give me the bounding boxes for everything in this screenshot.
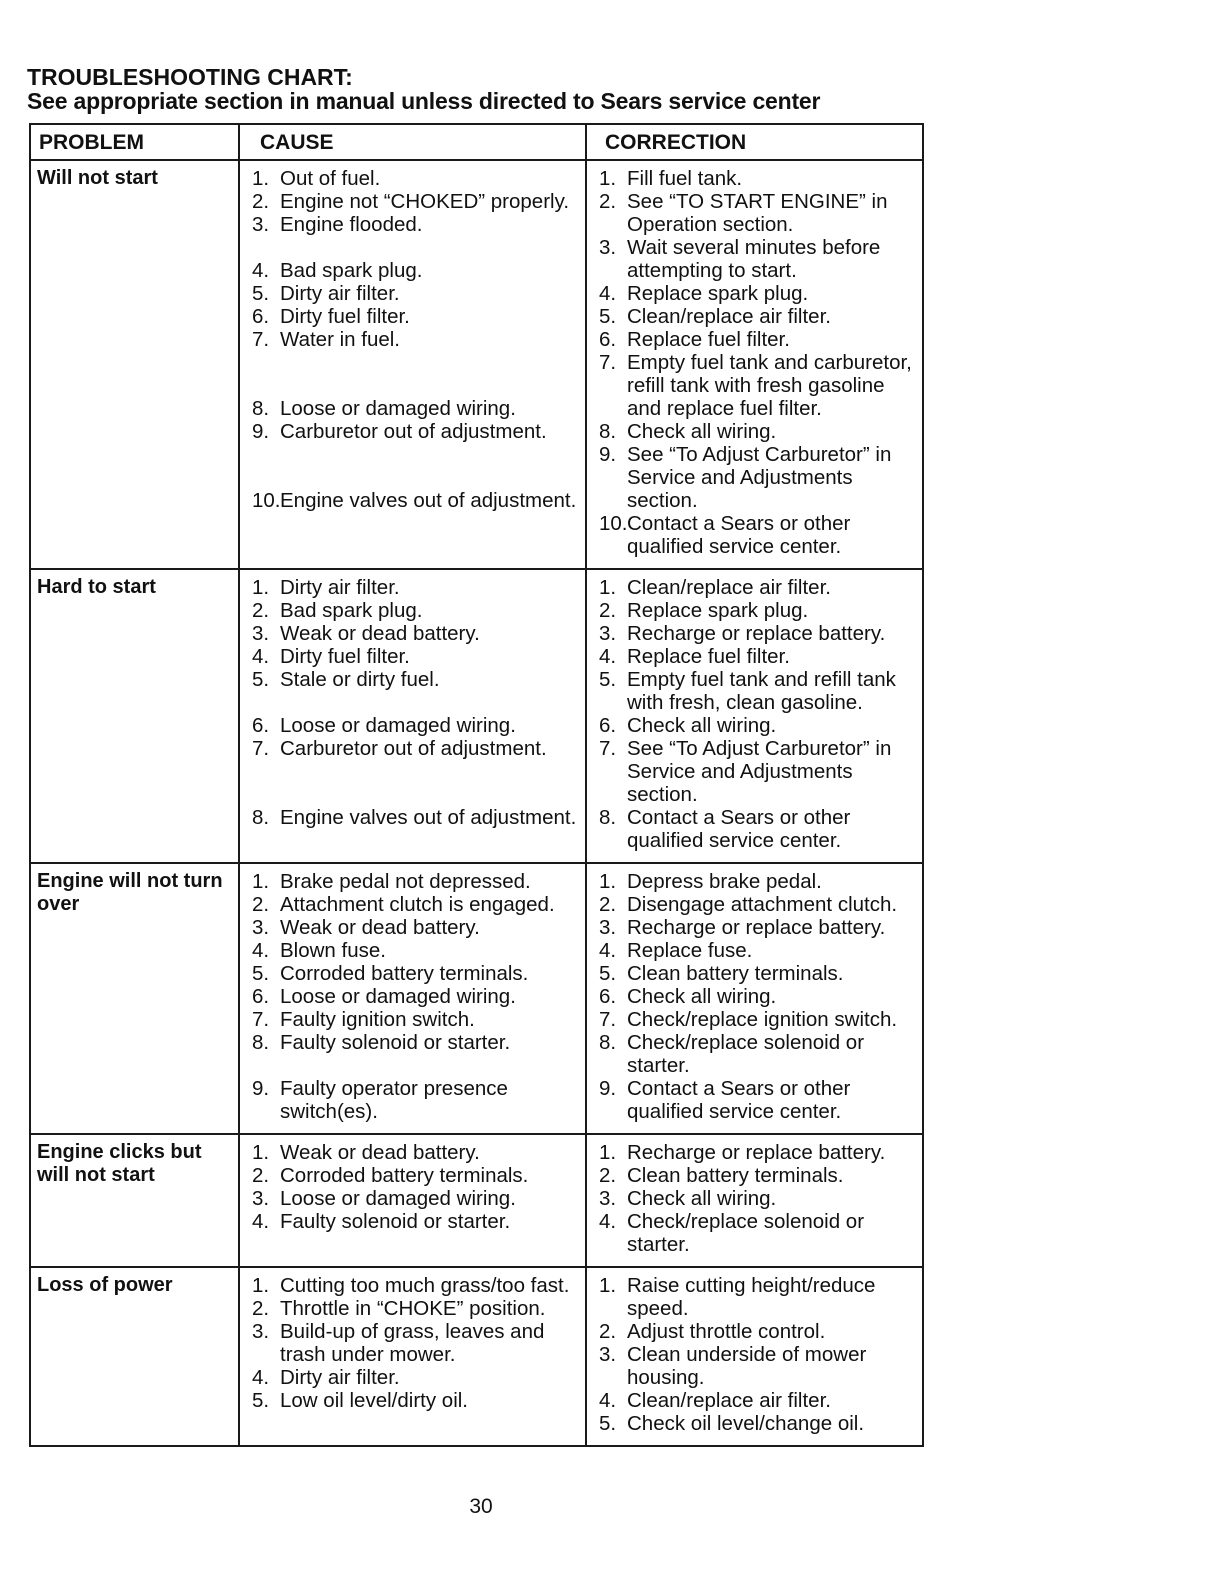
item-number: 2. — [599, 190, 617, 213]
table-row — [30, 569, 923, 863]
item-text: Clean underside of mower housing. — [627, 1343, 867, 1389]
item-text: Carburetor out of adjustment. — [280, 420, 547, 443]
item-number: 5. — [252, 668, 270, 691]
item-text: Cutting too much grass/too fast. — [280, 1274, 570, 1297]
item-number: 9. — [599, 443, 617, 466]
correction-item — [593, 576, 918, 599]
item-number: 4. — [599, 939, 617, 962]
correction-item — [593, 1077, 918, 1123]
item-number: 9. — [252, 1077, 270, 1100]
correction-item — [593, 443, 918, 512]
item-text: Loose or damaged wiring. — [280, 1187, 516, 1210]
cause-item — [246, 916, 581, 939]
cause-item — [246, 599, 581, 622]
cause-item — [246, 1320, 581, 1366]
correction-item — [593, 962, 918, 985]
item-text: Loose or damaged wiring. — [280, 714, 516, 737]
correction-item — [593, 1031, 918, 1077]
cause-item — [246, 893, 581, 916]
cause-item — [246, 397, 581, 420]
item-text: Replace fuse. — [627, 939, 753, 962]
item-text: Faulty solenoid or starter. — [280, 1210, 511, 1233]
item-number: 4. — [252, 1366, 270, 1389]
correction-item — [593, 714, 918, 737]
item-number: 5. — [599, 1412, 617, 1435]
item-number: 1. — [599, 1274, 617, 1297]
correction-item — [593, 893, 918, 916]
table-row — [30, 1267, 923, 1446]
item-number: 3. — [599, 1187, 617, 1210]
item-number: 2. — [252, 190, 270, 213]
item-text: Loose or damaged wiring. — [280, 985, 516, 1008]
correction-item — [593, 1141, 918, 1164]
item-text: See “TO START ENGINE” in Operation section. — [627, 190, 888, 236]
chart-title: TROUBLESHOOTING CHART: — [27, 64, 353, 90]
correction-item — [593, 870, 918, 893]
item-text: Faulty operator presence switch(es). — [280, 1077, 508, 1123]
item-text: Clean battery terminals. — [627, 962, 844, 985]
item-number: 8. — [252, 806, 270, 829]
correction-column-header: CORRECTION — [586, 124, 923, 160]
item-number: 5. — [599, 305, 617, 328]
item-number: 3. — [599, 916, 617, 939]
item-number: 8. — [599, 420, 617, 443]
item-number: 9. — [599, 1077, 617, 1100]
correction-cell-list — [593, 576, 918, 852]
correction-cell-list — [593, 1274, 918, 1435]
item-text: Depress brake pedal. — [627, 870, 822, 893]
item-number: 4. — [252, 939, 270, 962]
troubleshooting-table — [29, 123, 924, 1447]
correction-item — [593, 167, 918, 190]
cause-item — [246, 282, 581, 305]
item-text: Replace fuel filter. — [627, 645, 790, 668]
correction-item — [593, 282, 918, 305]
item-number: 7. — [599, 351, 617, 374]
item-number: 7. — [252, 1008, 270, 1031]
cause-item — [246, 668, 581, 691]
cause-item — [246, 259, 581, 282]
item-number: 5. — [599, 668, 617, 691]
item-text: Contact a Sears or other qualified service center. — [627, 512, 851, 558]
item-number: 7. — [252, 737, 270, 760]
cause-item — [246, 576, 581, 599]
cause-cell-list — [246, 870, 581, 1123]
correction-cell-list — [593, 167, 918, 558]
correction-cell-list — [593, 1141, 918, 1256]
cause-item — [246, 420, 581, 443]
correction-item — [593, 737, 918, 806]
item-text: Recharge or replace battery. — [627, 1141, 886, 1164]
item-number: 4. — [599, 645, 617, 668]
item-number: 4. — [252, 1210, 270, 1233]
item-number: 3. — [599, 1343, 617, 1366]
correction-item — [593, 190, 918, 236]
item-number: 1. — [599, 1141, 617, 1164]
item-text: Replace spark plug. — [627, 599, 809, 622]
item-text: Faulty ignition switch. — [280, 1008, 475, 1031]
cause-column-header: CAUSE — [239, 124, 586, 160]
correction-item — [593, 1008, 918, 1031]
cause-item — [246, 870, 581, 893]
item-number: 5. — [252, 282, 270, 305]
cause-item — [246, 622, 581, 645]
problem-cell: Engine clicks but will not start — [30, 1134, 239, 1267]
item-text: Build-up of grass, leaves and trash under mower. — [280, 1320, 545, 1366]
cause-item — [246, 1164, 581, 1187]
item-number: 3. — [599, 622, 617, 645]
item-number: 4. — [599, 1389, 617, 1412]
problem-cell: Engine will not turn over — [30, 863, 239, 1134]
item-number: 6. — [252, 985, 270, 1008]
item-text: Weak or dead battery. — [280, 916, 480, 939]
cause-item — [246, 213, 581, 236]
item-text: Dirty air filter. — [280, 282, 400, 305]
item-text: Carburetor out of adjustment. — [280, 737, 547, 760]
correction-item — [593, 806, 918, 852]
cause-item — [246, 328, 581, 351]
cause-cell — [239, 1134, 586, 1267]
item-number: 8. — [252, 1031, 270, 1054]
item-number: 2. — [252, 599, 270, 622]
item-number: 3. — [252, 1187, 270, 1210]
item-number: 7. — [599, 737, 617, 760]
item-number: 2. — [599, 893, 617, 916]
item-number: 2. — [599, 599, 617, 622]
item-number: 1. — [252, 576, 270, 599]
correction-item — [593, 1164, 918, 1187]
table-row — [30, 160, 923, 569]
item-number: 10. — [599, 512, 628, 535]
cause-item — [246, 1389, 581, 1412]
item-text: Weak or dead battery. — [280, 622, 480, 645]
correction-item — [593, 305, 918, 328]
item-text: Dirty fuel filter. — [280, 645, 410, 668]
item-text: Clean/replace air filter. — [627, 1389, 831, 1412]
cause-item — [246, 737, 581, 760]
item-text: Low oil level/dirty oil. — [280, 1389, 468, 1412]
item-number: 6. — [599, 985, 617, 1008]
item-text: Fill fuel tank. — [627, 167, 743, 190]
item-number: 2. — [252, 1297, 270, 1320]
item-text: Faulty solenoid or starter. — [280, 1031, 511, 1054]
item-text: Water in fuel. — [280, 328, 401, 351]
item-text: Clean/replace air filter. — [627, 576, 831, 599]
item-text: Dirty fuel filter. — [280, 305, 410, 328]
item-text: Check/replace ignition switch. — [627, 1008, 898, 1031]
item-number: 3. — [252, 622, 270, 645]
correction-item — [593, 236, 918, 282]
item-text: Replace fuel filter. — [627, 328, 790, 351]
item-text: Engine valves out of adjustment. — [280, 489, 577, 512]
item-number: 1. — [252, 870, 270, 893]
chart-subtitle: See appropriate section in manual unless directed to Sears service center — [27, 88, 821, 114]
correction-cell — [586, 1134, 923, 1267]
item-number: 6. — [252, 714, 270, 737]
cause-item — [246, 1141, 581, 1164]
cause-item — [246, 962, 581, 985]
correction-item — [593, 328, 918, 351]
cause-item — [246, 1210, 581, 1233]
cause-item — [246, 1187, 581, 1210]
item-text: See “To Adjust Carburetor” in Service and Adjustments section. — [627, 443, 892, 512]
item-text: Empty fuel tank and refill tank with fresh, clean gasoline. — [627, 668, 896, 714]
item-text: Corroded battery terminals. — [280, 962, 529, 985]
correction-item — [593, 599, 918, 622]
item-number: 1. — [599, 576, 617, 599]
item-text: Check oil level/change oil. — [627, 1412, 865, 1435]
item-text: Check all wiring. — [627, 714, 777, 737]
item-number: 4. — [599, 282, 617, 305]
item-number: 1. — [252, 1141, 270, 1164]
item-text: Bad spark plug. — [280, 599, 423, 622]
item-text: Check all wiring. — [627, 420, 777, 443]
item-text: Engine flooded. — [280, 213, 423, 236]
cause-item — [246, 1077, 581, 1123]
item-number: 6. — [599, 328, 617, 351]
cause-item — [246, 806, 581, 829]
item-text: Loose or damaged wiring. — [280, 397, 516, 420]
correction-cell-list — [593, 870, 918, 1123]
item-number: 10. — [252, 489, 281, 512]
item-text: Out of fuel. — [280, 167, 381, 190]
item-text: Weak or dead battery. — [280, 1141, 480, 1164]
cause-item — [246, 714, 581, 737]
item-text: Check/replace solenoid or starter. — [627, 1031, 865, 1077]
correction-item — [593, 622, 918, 645]
problem-cell: Loss of power — [30, 1267, 239, 1446]
item-number: 3. — [252, 213, 270, 236]
table-body — [30, 160, 923, 1446]
problem-cell: Will not start — [30, 160, 239, 569]
item-text: Adjust throttle control. — [627, 1320, 826, 1343]
item-number: 7. — [252, 328, 270, 351]
item-text: Check/replace solenoid or starter. — [627, 1210, 865, 1256]
correction-item — [593, 1210, 918, 1256]
item-number: 2. — [599, 1320, 617, 1343]
item-number: 3. — [252, 1320, 270, 1343]
item-text: Clean battery terminals. — [627, 1164, 844, 1187]
item-text: Recharge or replace battery. — [627, 622, 886, 645]
item-text: Stale or dirty fuel. — [280, 668, 440, 691]
item-number: 9. — [252, 420, 270, 443]
item-number: 4. — [599, 1210, 617, 1233]
table-row — [30, 863, 923, 1134]
item-text: Raise cutting height/reduce speed. — [627, 1274, 876, 1320]
cause-item — [246, 167, 581, 190]
cause-cell-list — [246, 1141, 581, 1233]
correction-item — [593, 1187, 918, 1210]
item-number: 1. — [599, 167, 617, 190]
item-number: 4. — [252, 645, 270, 668]
correction-item — [593, 916, 918, 939]
cause-cell — [239, 569, 586, 863]
item-text: Empty fuel tank and carburetor, refill tank with fresh gasoline and replace fuel filter. — [627, 351, 912, 420]
cause-item — [246, 190, 581, 213]
item-number: 1. — [252, 167, 270, 190]
item-text: Engine not “CHOKED” properly. — [280, 190, 570, 213]
cause-item — [246, 489, 581, 512]
item-number: 8. — [599, 1031, 617, 1054]
item-text: Corroded battery terminals. — [280, 1164, 529, 1187]
correction-item — [593, 1389, 918, 1412]
item-text: See “To Adjust Carburetor” in Service and Adjustments section. — [627, 737, 892, 806]
item-number: 5. — [599, 962, 617, 985]
item-text: Disengage attachment clutch. — [627, 893, 898, 916]
item-number: 4. — [252, 259, 270, 282]
item-number: 1. — [252, 1274, 270, 1297]
item-number: 5. — [252, 962, 270, 985]
page-number: 30 — [469, 1495, 493, 1518]
correction-item — [593, 420, 918, 443]
item-text: Throttle in “CHOKE” position. — [280, 1297, 546, 1320]
item-text: Contact a Sears or other qualified service center. — [627, 806, 851, 852]
cause-item — [246, 1031, 581, 1054]
cause-cell-list — [246, 1274, 581, 1412]
item-text: Wait several minutes before attempting to start. — [627, 236, 881, 282]
item-number: 3. — [252, 916, 270, 939]
item-number: 8. — [252, 397, 270, 420]
correction-item — [593, 1274, 918, 1320]
cause-item — [246, 1008, 581, 1031]
correction-item — [593, 1320, 918, 1343]
problem-column-header: PROBLEM — [30, 124, 239, 160]
cause-cell — [239, 160, 586, 569]
cause-item — [246, 1366, 581, 1389]
cause-cell — [239, 863, 586, 1134]
correction-item — [593, 645, 918, 668]
item-text: Contact a Sears or other qualified service center. — [627, 1077, 851, 1123]
item-number: 3. — [599, 236, 617, 259]
item-text: Check all wiring. — [627, 1187, 777, 1210]
cause-cell — [239, 1267, 586, 1446]
item-text: Attachment clutch is engaged. — [280, 893, 555, 916]
cause-cell-list — [246, 576, 581, 829]
item-text: Check all wiring. — [627, 985, 777, 1008]
correction-item — [593, 351, 918, 420]
correction-item — [593, 1412, 918, 1435]
correction-cell — [586, 160, 923, 569]
item-text: Dirty air filter. — [280, 1366, 400, 1389]
item-number: 7. — [599, 1008, 617, 1031]
item-number: 2. — [599, 1164, 617, 1187]
correction-cell — [586, 569, 923, 863]
cause-cell-list — [246, 167, 581, 512]
item-number: 2. — [252, 893, 270, 916]
correction-item — [593, 512, 918, 558]
table-header-row — [30, 124, 923, 160]
item-text: Recharge or replace battery. — [627, 916, 886, 939]
correction-item — [593, 668, 918, 714]
cause-item — [246, 985, 581, 1008]
correction-cell — [586, 863, 923, 1134]
correction-item — [593, 939, 918, 962]
table-row — [30, 1134, 923, 1267]
cause-item — [246, 305, 581, 328]
correction-item — [593, 985, 918, 1008]
item-text: Replace spark plug. — [627, 282, 809, 305]
item-number: 5. — [252, 1389, 270, 1412]
item-number: 1. — [599, 870, 617, 893]
item-text: Dirty air filter. — [280, 576, 400, 599]
correction-item — [593, 1343, 918, 1389]
item-text: Brake pedal not depressed. — [280, 870, 531, 893]
cause-item — [246, 645, 581, 668]
item-number: 2. — [252, 1164, 270, 1187]
correction-cell — [586, 1267, 923, 1446]
cause-item — [246, 1297, 581, 1320]
item-text: Bad spark plug. — [280, 259, 423, 282]
cause-item — [246, 939, 581, 962]
item-text: Blown fuse. — [280, 939, 386, 962]
item-number: 8. — [599, 806, 617, 829]
item-text: Clean/replace air filter. — [627, 305, 831, 328]
cause-item — [246, 1274, 581, 1297]
item-text: Engine valves out of adjustment. — [280, 806, 577, 829]
problem-cell: Hard to start — [30, 569, 239, 863]
item-number: 6. — [252, 305, 270, 328]
item-number: 6. — [599, 714, 617, 737]
